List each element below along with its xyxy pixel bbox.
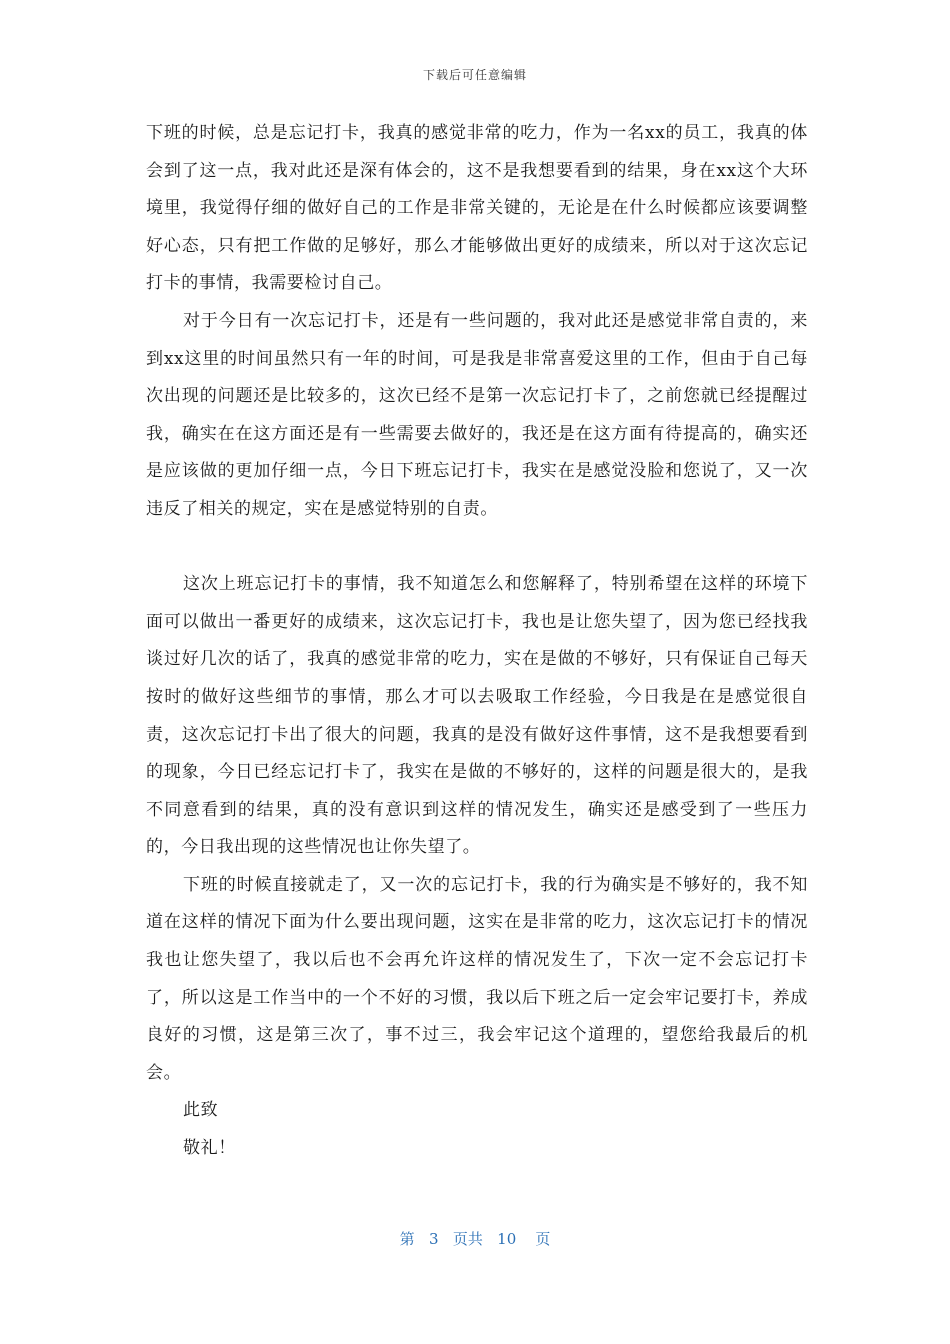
page-footer (0, 1228, 950, 1249)
footer-suffix: 页 (535, 1230, 551, 1248)
paragraph-2: 对于今日有一次忘记打卡，还是有一些问题的，我对此还是感觉非常自责的，来到xx这里的时间虽然只有一年的时间，可是我是非常喜爱这里的工作，但由于自己每次出现的问题还是比较多的，这次已经不是第一次忘记打卡了，之前您就已经提醒过我，确实在在这方面还是有一些需要去做好的，我还是在这方面有待提高的，确实还是应该做的更加仔细一点，今日下班忘记打卡，我实在是感觉没脸和您说了，又一次违反了相关的规定，实在是感觉特别的自责。 (146, 310, 808, 519)
total-pages-number: 10 (497, 1230, 517, 1248)
paragraph-1: 下班的时候，总是忘记打卡，我真的感觉非常的吃力，作为一名xx的员工，我真的体会到了这一点，我对此还是深有体会的，这不是我想要看到的结果，身在xx这个大环境里，我觉得仔细的做好自己的工作是非常关键的，无论是在什么时候都应该要调整好心态，只有把工作做的足够好，那么才能够做出更好的成绩来，所以对于这次忘记打卡的事情，我需要检讨自己。 (146, 123, 808, 294)
footer-prefix: 第 (399, 1230, 415, 1248)
paragraph-3: 这次上班忘记打卡的事情，我不知道怎么和您解释了，特别希望在这样的环境下面可以做出一番更好的成绩来，这次忘记打卡，我也是让您失望了，因为您已经找我谈过好几次的话了，我真的感觉非常的吃力，实在是做的不够好，只有保证自己每天按时的做好这些细节的事情，那么才可以去吸取工作经验，今日我是在是感觉很自责，这次忘记打卡出了很大的问题，我真的是没有做好这件事情，这不是我想要看到的现象，今日已经忘记打卡了，我实在是做的不够好的，这样的问题是很大的，是我不同意看到的结果，真的没有意识到这样的情况发生，确实还是感受到了一些压力的，今日我出现的这些情况也让你失望了。 (146, 574, 808, 858)
current-page-number: 3 (428, 1230, 439, 1248)
salutation-line: 敬礼！ (183, 1138, 236, 1159)
closing-line: 此致 (183, 1100, 219, 1121)
blank-line (146, 529, 808, 567)
page-header: 下载后可任意编辑 (422, 68, 527, 82)
paragraph-4: 下班的时候直接就走了，又一次的忘记打卡，我的行为确实是不够好的，我不知道在这样的情况下面为什么要出现问题，这实在是非常的吃力，这次忘记打卡的情况我也让您失望了，我以后也不会再允许这样的情况发生了，下次一定不会忘记打卡了，所以这是工作当中的一个不好的习惯，我以后下班之后一定会牢记要打卡，养成良好的习惯，这是第三次了，事不过三，我会牢记这个道理的，望您给我最后的机会。 (146, 874, 808, 1083)
document-body (146, 115, 808, 1168)
footer-middle: 页共 (452, 1230, 483, 1248)
